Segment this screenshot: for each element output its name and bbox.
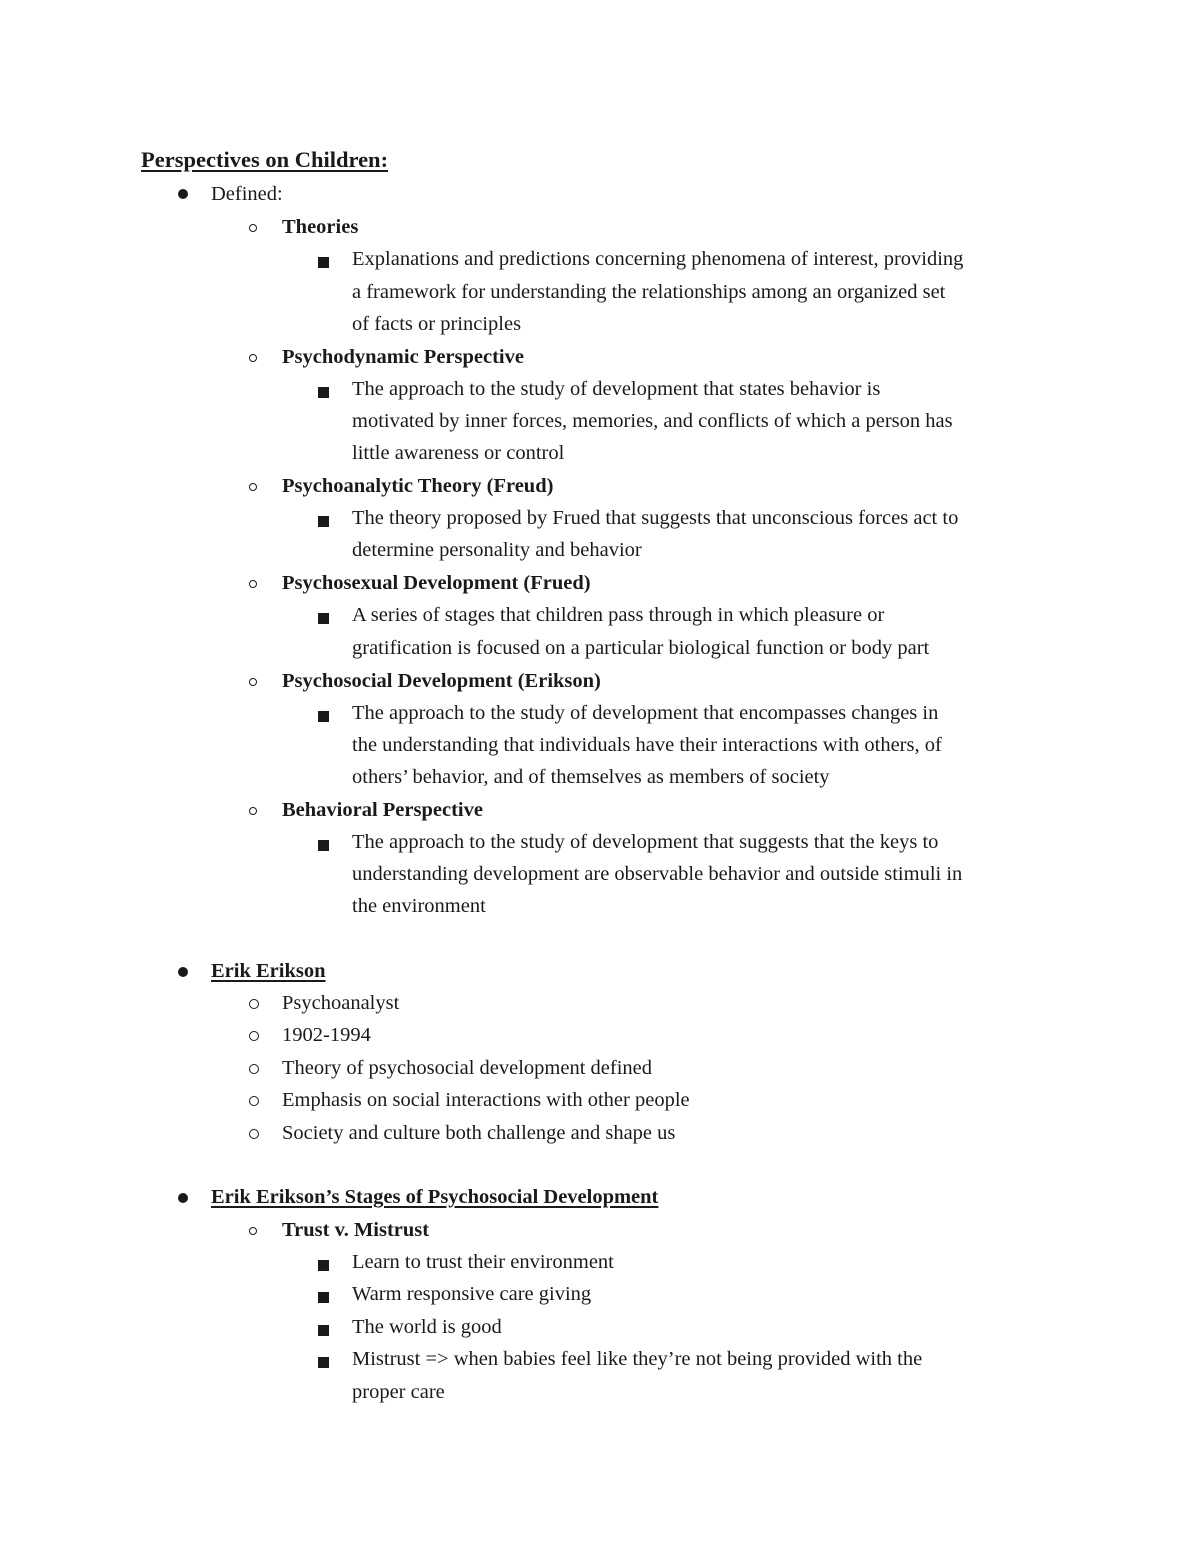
term-heading: Psychosocial Development (Erikson) bbox=[282, 670, 601, 692]
list-item: Psychoanalyst bbox=[282, 992, 400, 1014]
term-heading: Psychosexual Development (Frued) bbox=[282, 572, 591, 594]
bullet-square-icon bbox=[318, 1260, 329, 1271]
section-label: Defined: bbox=[211, 183, 283, 205]
list-item: The world is good bbox=[352, 1316, 502, 1338]
bullet-circle-icon bbox=[249, 999, 259, 1009]
definition-line: motivated by inner forces, memories, and conflicts of which a person has bbox=[352, 410, 953, 432]
bullet-circle-icon bbox=[249, 1227, 257, 1235]
term-heading: Theories bbox=[282, 216, 359, 238]
definition-line: Explanations and predictions concerning phenomena of interest, providing bbox=[352, 248, 964, 270]
list-item: Theory of psychosocial development defined bbox=[282, 1057, 653, 1079]
bullet-circle-icon bbox=[249, 1096, 259, 1106]
list-item: 1902-1994 bbox=[282, 1024, 371, 1046]
definition-line: The approach to the study of development that states behavior is bbox=[352, 378, 881, 400]
bullet-square-icon bbox=[318, 257, 329, 268]
bullet-square-icon bbox=[318, 516, 329, 527]
list-item: Warm responsive care giving bbox=[352, 1283, 592, 1305]
definition-line: the environment bbox=[352, 895, 486, 917]
bullet-circle-icon bbox=[249, 678, 257, 686]
bullet-circle-icon bbox=[249, 1064, 259, 1074]
bullet-circle-icon bbox=[249, 1031, 259, 1041]
definition-line: a framework for understanding the relationships among an organized set bbox=[352, 281, 946, 303]
bullet-circle-icon bbox=[249, 354, 257, 362]
definition-line: understanding development are observable behavior and outside stimuli in bbox=[352, 863, 963, 885]
section-heading: Erik Erikson bbox=[211, 960, 326, 982]
bullet-circle-icon bbox=[249, 1129, 259, 1139]
bullet-square-icon bbox=[318, 840, 329, 851]
definition-line: The theory proposed by Frued that suggests that unconscious forces act to bbox=[352, 507, 959, 529]
definition-line: The approach to the study of development that suggests that the keys to bbox=[352, 831, 939, 853]
definition-line: the understanding that individuals have their interactions with others, of bbox=[352, 734, 942, 756]
list-item: Emphasis on social interactions with other people bbox=[282, 1089, 690, 1111]
definition-line: The approach to the study of development that encompasses changes in bbox=[352, 702, 939, 724]
definition-line: of facts or principles bbox=[352, 313, 522, 335]
list-item: Mistrust => when babies feel like they’re not being provided with the bbox=[352, 1348, 923, 1370]
bullet-square-icon bbox=[318, 1357, 329, 1368]
bullet-disc-icon bbox=[178, 967, 188, 977]
bullet-disc-icon bbox=[178, 189, 188, 199]
definition-line: gratification is focused on a particular biological function or body part bbox=[352, 637, 930, 659]
definition-line: little awareness or control bbox=[352, 442, 565, 464]
bullet-square-icon bbox=[318, 711, 329, 722]
definition-line: A series of stages that children pass through in which pleasure or bbox=[352, 604, 885, 626]
term-heading: Psychoanalytic Theory (Freud) bbox=[282, 475, 554, 497]
list-item: Society and culture both challenge and shape us bbox=[282, 1122, 676, 1144]
bullet-square-icon bbox=[318, 1292, 329, 1303]
term-heading: Trust v. Mistrust bbox=[282, 1219, 430, 1241]
bullet-circle-icon bbox=[249, 807, 257, 815]
bullet-disc-icon bbox=[178, 1193, 188, 1203]
bullet-circle-icon bbox=[249, 224, 257, 232]
bullet-circle-icon bbox=[249, 483, 257, 491]
section-heading: Erik Erikson’s Stages of Psychosocial Development bbox=[211, 1186, 659, 1208]
page-title: Perspectives on Children: bbox=[141, 147, 389, 172]
bullet-square-icon bbox=[318, 387, 329, 398]
term-heading: Psychodynamic Perspective bbox=[282, 346, 524, 368]
list-item: Learn to trust their environment bbox=[352, 1251, 614, 1273]
bullet-circle-icon bbox=[249, 580, 257, 588]
list-item: proper care bbox=[352, 1381, 445, 1403]
bullet-square-icon bbox=[318, 1325, 329, 1336]
term-heading: Behavioral Perspective bbox=[282, 799, 483, 821]
bullet-square-icon bbox=[318, 613, 329, 624]
definition-line: others’ behavior, and of themselves as members of society bbox=[352, 766, 830, 788]
definition-line: determine personality and behavior bbox=[352, 539, 642, 561]
